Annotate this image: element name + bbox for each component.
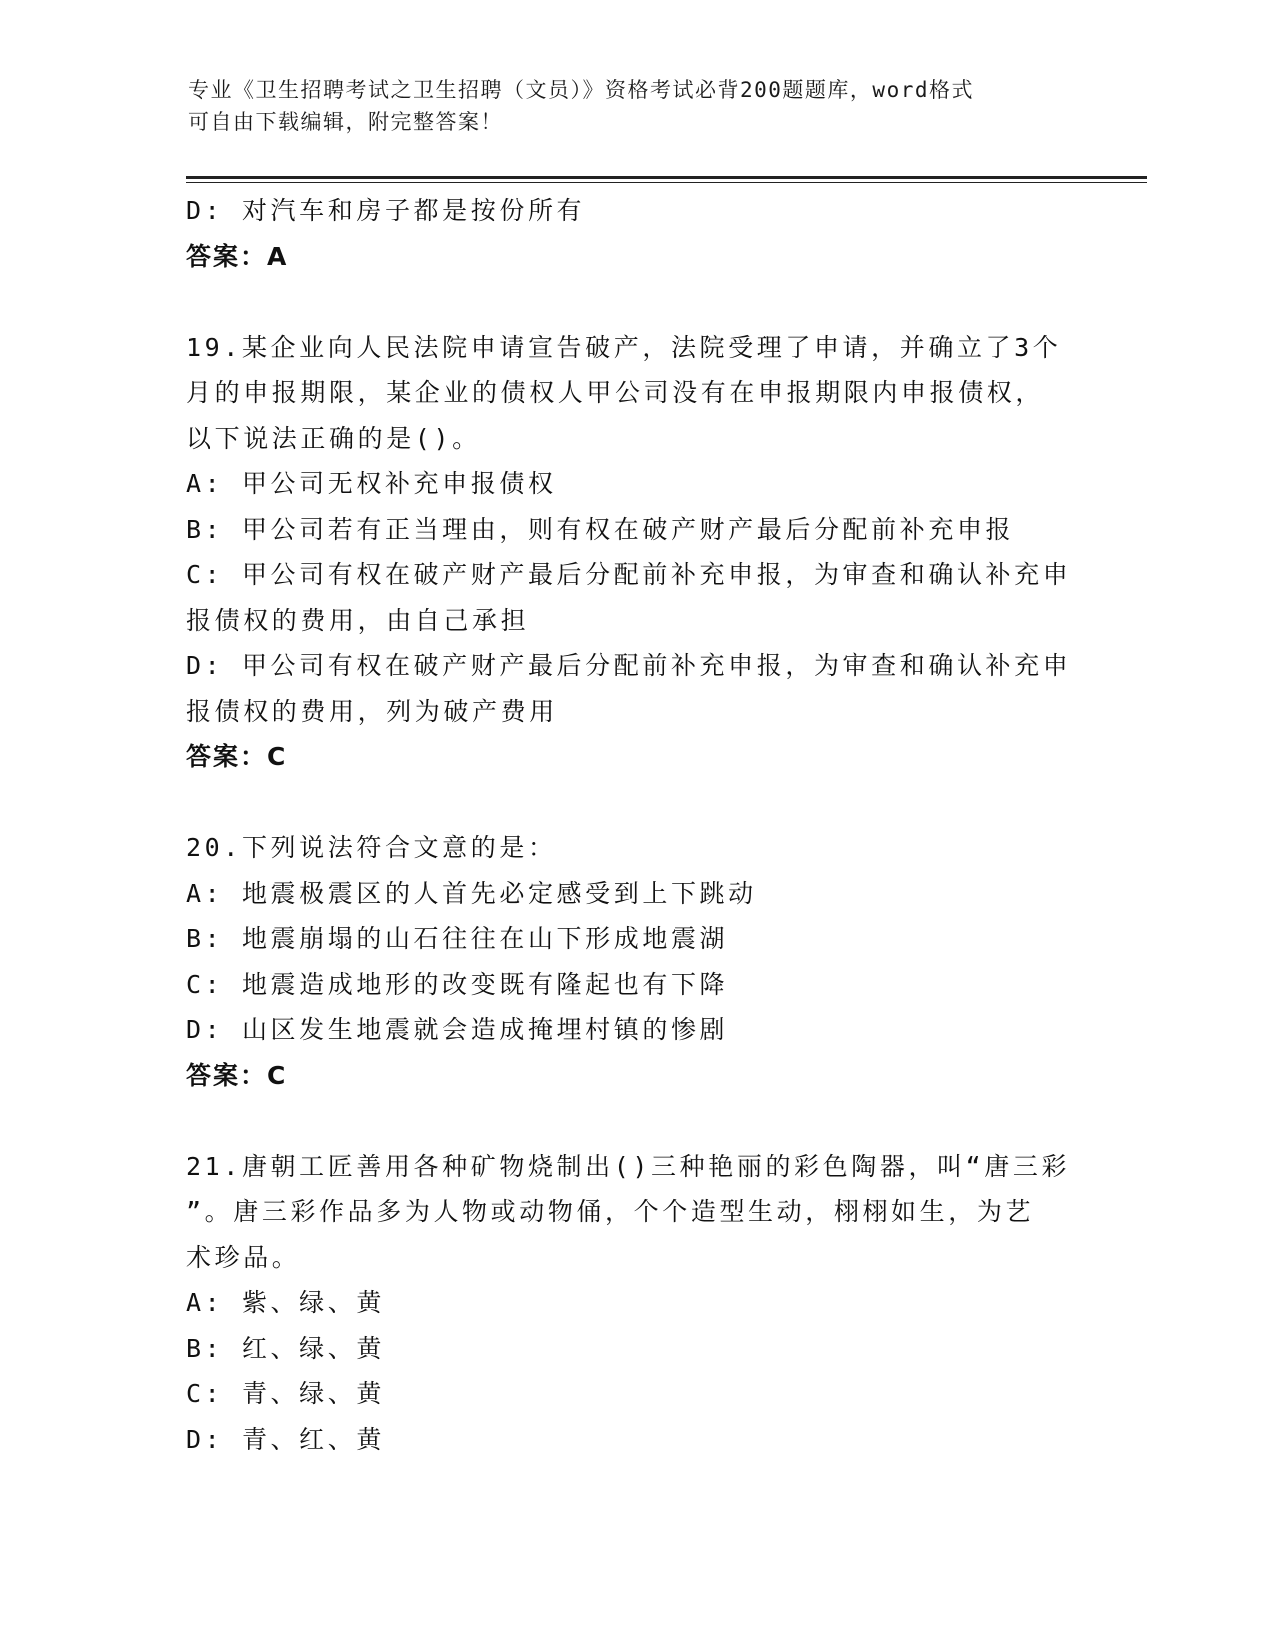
q20-option-b: B: 地震崩塌的山石往往在山下形成地震湖 <box>186 924 729 953</box>
q20-option-c: C: 地震造成地形的改变既有隆起也有下降 <box>186 969 729 999</box>
prev-answer: 答案：A <box>186 241 289 271</box>
q19-option-b: B: 甲公司若有正当理由，则有权在破产财产最后分配前补充申报 <box>186 514 1015 544</box>
question-19 <box>186 325 1086 780</box>
q19-answer: 答案：C <box>186 742 288 771</box>
spacer <box>186 780 1086 826</box>
q21-stem-line-1: 21.唐朝工匠善用各种矿物烧制出()三种艳丽的彩色陶器，叫“唐三彩 <box>186 1151 1071 1181</box>
q19-stem-line-2: 月的申报期限，某企业的债权人甲公司没有在申报期限内申报债权， <box>186 378 1045 407</box>
header-line-2: 可自由下载编辑，附完整答案！ <box>188 110 503 134</box>
q19-option-c-line-1: C: 甲公司有权在破产财产最后分配前补充申报，为审查和确认补充申 <box>186 560 1072 589</box>
q19-option-c-line-2: 报债权的费用，由自己承担 <box>186 605 530 635</box>
q21-option-b: B: 红、绿、黄 <box>186 1333 385 1363</box>
q21-option-a: A: 紫、绿、黄 <box>186 1288 385 1317</box>
q19-stem-line-1: 19.某企业向人民法院申请宣告破产，法院受理了申请，并确立了3个 <box>186 332 1062 362</box>
page-header <box>188 74 1088 138</box>
q19-option-d-line-1: D: 甲公司有权在破产财产最后分配前补充申报，为审查和确认补充申 <box>186 651 1072 680</box>
q21-stem-line-3: 术珍品。 <box>186 1242 301 1272</box>
spacer <box>186 279 1086 325</box>
q19-option-a: A: 甲公司无权补充申报债权 <box>186 469 557 498</box>
q19-stem-line-3: 以下说法正确的是()。 <box>186 423 481 453</box>
spacer <box>186 1098 1086 1144</box>
header-rule-thick <box>186 176 1147 179</box>
q20-option-d: D: 山区发生地震就会造成掩埋村镇的惨剧 <box>186 1015 729 1044</box>
q21-stem-line-2: ”。唐三彩作品多为人物或动物俑，个个造型生动，栩栩如生，为艺 <box>186 1197 1035 1226</box>
q20-option-a: A: 地震极震区的人首先必定感受到上下跳动 <box>186 878 757 908</box>
q19-option-d-line-2: 报债权的费用，列为破产费用 <box>186 696 558 726</box>
header-line-1: 专业《卫生招聘考试之卫生招聘（文员）》资格考试必背200题题库，word格式 <box>188 78 974 102</box>
prev-option-d: D: 对汽车和房子都是按份所有 <box>186 196 586 225</box>
header-rule-thin <box>186 182 1147 183</box>
q20-answer: 答案：C <box>186 1060 288 1090</box>
question-21 <box>186 1144 1086 1463</box>
question-20 <box>186 825 1086 1098</box>
q21-option-c: C: 青、绿、黄 <box>186 1379 385 1408</box>
question-content <box>186 188 1086 1462</box>
q20-stem: 20.下列说法符合文意的是： <box>186 833 557 862</box>
q21-option-d: D: 青、红、黄 <box>186 1424 385 1454</box>
